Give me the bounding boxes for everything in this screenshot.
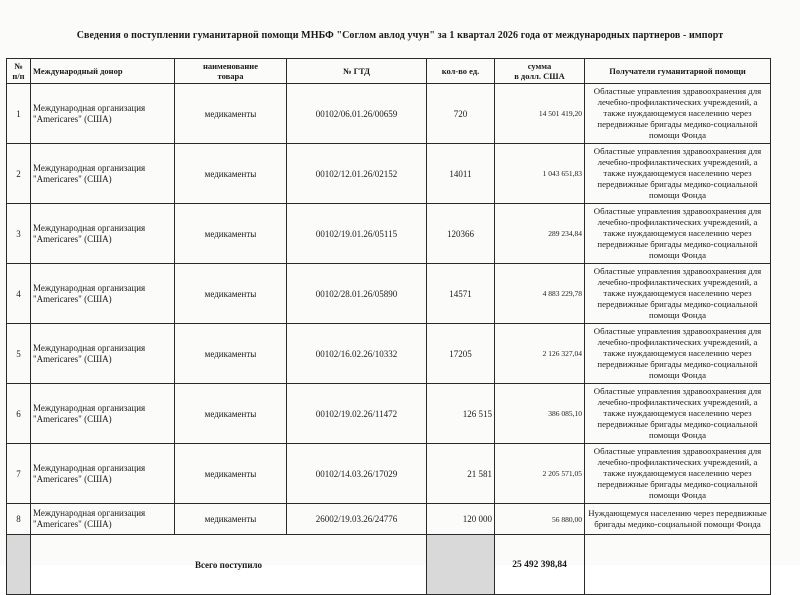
row-goods: медикаменты: [175, 144, 287, 204]
row-goods: медикаменты: [175, 444, 287, 504]
row-donor: Международная организация "Americares" (США): [31, 144, 175, 204]
row-sum: 4 883 229,78: [495, 264, 585, 324]
row-goods: медикаменты: [175, 504, 287, 535]
row-sum: 2 205 571,05: [495, 444, 585, 504]
table-row: [7, 384, 771, 444]
total-sum: 25 492 398,84: [495, 535, 585, 595]
col-header-num: № п/п: [7, 59, 31, 84]
row-sum: 386 085,10: [495, 384, 585, 444]
row-qty: 14011: [427, 144, 495, 204]
col-header-recipients: Получатели гуманитарной помощи: [585, 59, 771, 84]
table-header-row: [7, 59, 771, 84]
row-gtd: 00102/14.03.26/17029: [287, 444, 427, 504]
row-gtd: 00102/28.01.26/05890: [287, 264, 427, 324]
table-row: [7, 444, 771, 504]
row-sum: 2 126 327,04: [495, 324, 585, 384]
row-goods: медикаменты: [175, 324, 287, 384]
row-donor: Международная организация "Americares" (США): [31, 324, 175, 384]
row-num: 8: [7, 504, 31, 535]
row-goods: медикаменты: [175, 84, 287, 144]
aid-register-table: [6, 58, 771, 595]
table-row: [7, 84, 771, 144]
table-row: [7, 204, 771, 264]
row-gtd: 00102/16.02.26/10332: [287, 324, 427, 384]
col-header-sum: сумма в долл. США: [495, 59, 585, 84]
table-row: [7, 504, 771, 535]
row-recipients: Областные управления здравоохранения для лечебно-профилактических учреждений, а также нуждающемуся населению через передвижные бригады медико-социальной помощи Фонда: [585, 204, 771, 264]
document-title: Сведения о поступлении гуманитарной помощи МНБФ "Соглом авлод учун" за 1 квартал 2026 года от международных партнеров - импорт: [76, 30, 724, 41]
row-recipients: Областные управления здравоохранения для лечебно-профилактических учреждений, а также нуждающемуся населению через передвижные бригады медико-социальной помощи Фонда: [585, 324, 771, 384]
row-gtd: 00102/06.01.26/00659: [287, 84, 427, 144]
row-gtd: 00102/19.01.26/05115: [287, 204, 427, 264]
table-row: [7, 144, 771, 204]
col-header-qty: кол-во ед.: [427, 59, 495, 84]
col-header-goods: наименование товара: [175, 59, 287, 84]
row-num: 7: [7, 444, 31, 504]
row-sum: 56 880,00: [495, 504, 585, 535]
row-sum: 1 043 651,83: [495, 144, 585, 204]
row-recipients: Областные управления здравоохранения для лечебно-профилактических учреждений, а также нуждающемуся населению через передвижные бригады медико-социальной помощи Фонда: [585, 84, 771, 144]
row-num: 3: [7, 204, 31, 264]
row-recipients: Областные управления здравоохранения для лечебно-профилактических учреждений, а также нуждающемуся населению через передвижные бригады медико-социальной помощи Фонда: [585, 144, 771, 204]
row-donor: Международная организация "Americares" (США): [31, 204, 175, 264]
row-gtd: 00102/12.01.26/02152: [287, 144, 427, 204]
row-goods: медикаменты: [175, 384, 287, 444]
row-qty: 720: [427, 84, 495, 144]
row-gtd: 00102/19.02.26/11472: [287, 384, 427, 444]
table-row: [7, 264, 771, 324]
col-header-gtd: № ГТД: [287, 59, 427, 84]
row-num: 4: [7, 264, 31, 324]
row-recipients: Нуждающемуся населению через передвижные бригады медико-социальной помощи Фонда: [585, 504, 771, 535]
row-gtd: 26002/19.03.26/24776: [287, 504, 427, 535]
row-num: 1: [7, 84, 31, 144]
row-qty: 120 000: [427, 504, 495, 535]
row-donor: Международная организация "Americares" (США): [31, 444, 175, 504]
total-label: Всего поступило: [31, 535, 427, 595]
table-row: [7, 324, 771, 384]
row-recipients: Областные управления здравоохранения для лечебно-профилактических учреждений, а также нуждающемуся населению через передвижные бригады медико-социальной помощи Фонда: [585, 264, 771, 324]
row-num: 6: [7, 384, 31, 444]
row-qty: 14571: [427, 264, 495, 324]
row-qty: 17205: [427, 324, 495, 384]
col-header-donor: Международный донор: [31, 59, 175, 84]
row-num: 5: [7, 324, 31, 384]
row-num: 2: [7, 144, 31, 204]
row-donor: Международная организация "Americares" (США): [31, 384, 175, 444]
row-qty: 21 581: [427, 444, 495, 504]
row-recipients: Областные управления здравоохранения для лечебно-профилактических учреждений, а также нуждающемуся населению через передвижные бригады медико-социальной помощи Фонда: [585, 444, 771, 504]
row-goods: медикаменты: [175, 264, 287, 324]
row-sum: 14 501 419,20: [495, 84, 585, 144]
row-qty: 120366: [427, 204, 495, 264]
row-donor: Международная организация "Americares" (США): [31, 504, 175, 535]
row-qty: 126 515: [427, 384, 495, 444]
row-goods: медикаменты: [175, 204, 287, 264]
row-sum: 289 234,84: [495, 204, 585, 264]
row-donor: Международная организация "Americares" (США): [31, 84, 175, 144]
row-donor: Международная организация "Americares" (США): [31, 264, 175, 324]
row-recipients: Областные управления здравоохранения для лечебно-профилактических учреждений, а также нуждающемуся населению через передвижные бригады медико-социальной помощи Фонда: [585, 384, 771, 444]
